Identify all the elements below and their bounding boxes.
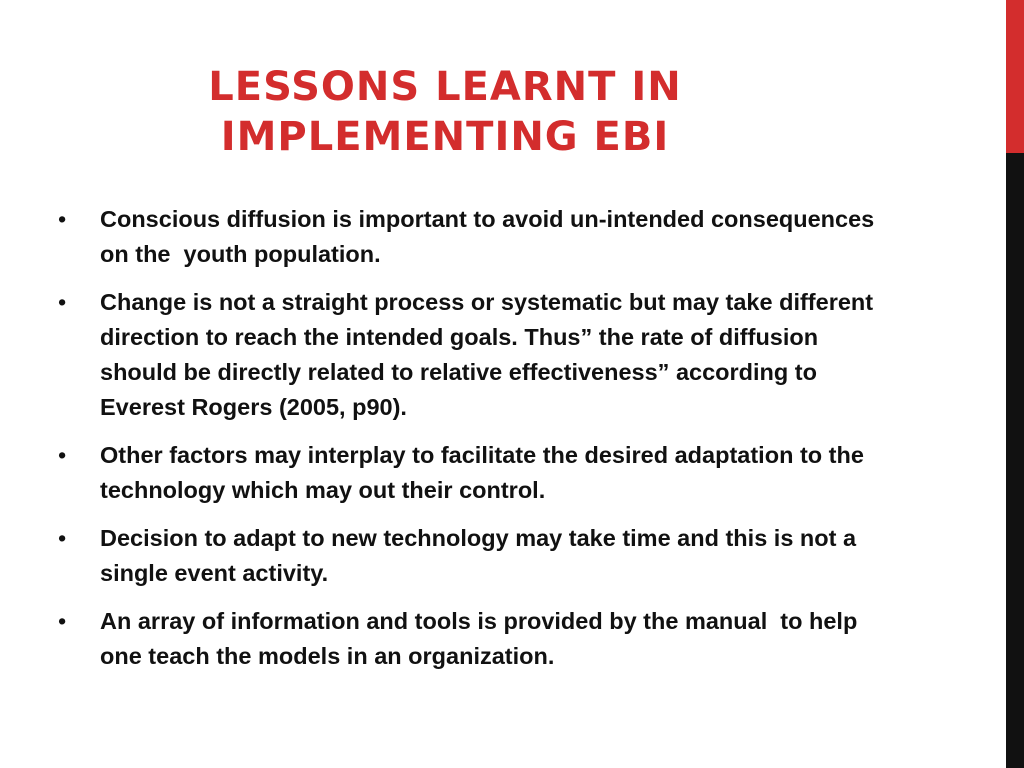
- slide-title-line-2: IMPLEMENTING EBI: [220, 114, 670, 160]
- bullet-item: [58, 285, 898, 425]
- bullet-item: [58, 438, 898, 508]
- bullet-marker: •: [58, 442, 67, 468]
- bullet-text: Conscious diffusion is important to avoid un-intended consequences on the youth population.: [100, 206, 881, 267]
- bullet-item: [58, 521, 898, 591]
- slide-title: [140, 62, 750, 162]
- bullet-text: An array of information and tools is provided by the manual to help one teach the models in an organization.: [100, 608, 864, 669]
- bullet-marker: •: [58, 525, 67, 551]
- bullet-item: [58, 604, 898, 674]
- bullet-list: [58, 202, 898, 687]
- bullet-marker: •: [58, 608, 67, 634]
- slide-title-line-1: LESSONS LEARNT IN: [208, 64, 682, 110]
- bullet-text: Decision to adapt to new technology may take time and this is not a single event activity.: [100, 525, 863, 586]
- edge-accent-stripe: [1006, 0, 1024, 153]
- bullet-marker: •: [58, 206, 67, 232]
- edge-dark-stripe: [1006, 153, 1024, 768]
- bullet-item: [58, 202, 898, 272]
- bullet-text: Other factors may interplay to facilitate the desired adaptation to the technology which may out their control.: [100, 442, 871, 503]
- edge-decoration-bar: [1006, 0, 1024, 768]
- bullet-text: Change is not a straight process or systematic but may take different direction to reach the intended goals. Thus” the rate of diffusion should be directly related to relative effectiveness” according to Everest Rogers (2005, p90).: [100, 289, 880, 420]
- bullet-marker: •: [58, 289, 67, 315]
